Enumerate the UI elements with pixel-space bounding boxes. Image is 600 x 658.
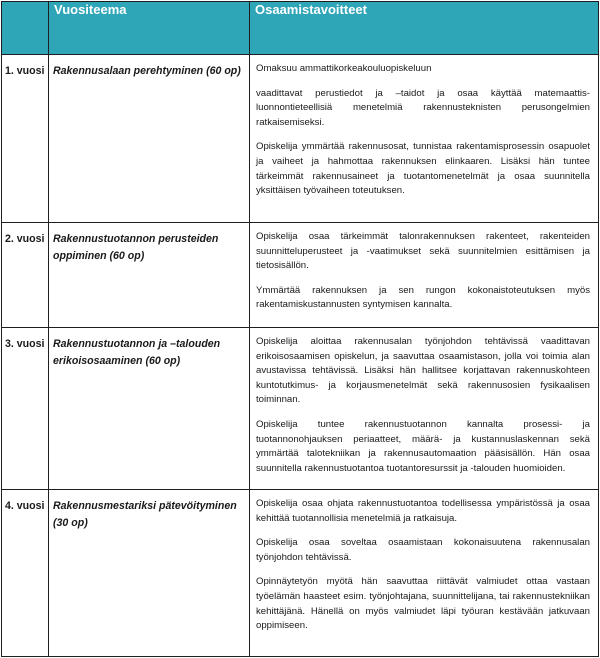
table-row: [2, 55, 599, 223]
theme-cell: Rakennusmestariksi pätevöityminen (30 op): [49, 490, 250, 657]
table-row: [2, 223, 599, 328]
year-cell: 4. vuosi: [2, 490, 49, 657]
goals-cell: [250, 490, 599, 657]
year-cell: 3. vuosi: [2, 328, 49, 490]
column-header-theme: Vuositeema: [49, 2, 250, 55]
goal-paragraph: vaadittavat perustiedot ja –taidot ja osaa käyttää matemaattis-luonnontieteellisiä menetelmiä rakennusteknisten perusongelmien ratkaisemiseksi.: [256, 87, 590, 128]
goal-paragraph: Opiskelija tuntee rakennustuotannon kannalta prosessi- ja tuotannonohjauksen periaatteet, määrä- ja kustannuslaskennan sekä ymmärtää talotekniikan ja rakennusautomaation pääsisällön. Hän osaa suunnitella rakennustuotantoa tuotantoresurssit ja -talouden huomioiden.: [256, 418, 590, 474]
goals-cell: [250, 328, 599, 490]
column-header-goals: Osaamistavoitteet: [250, 2, 599, 55]
year-cell: 1. vuosi: [2, 55, 49, 223]
goals-cell: [250, 223, 599, 328]
theme-cell: Rakennustuotannon ja –talouden erikoisosaaminen (60 op): [49, 328, 250, 490]
goal-paragraph: Opinnäytetyön myötä hän saavuttaa riittävät valmiudet ottaa vastaan työelämän haasteet esim. työnjohtajana, suunnittelijana, tai rakennustekniikan kehittäjänä. Hänellä on myös valmiudet läpi työuran kestävään jatkuvaan oppimiseen.: [256, 576, 590, 632]
column-header-year: [2, 2, 49, 55]
table-row: [2, 490, 599, 657]
goal-paragraph: Opiskelija aloittaa rakennusalan työnjohdon tehtävissä vaadittavan erikoisosaamisen opiskelun, ja saavuttaa osaamistason, jolla voi toimia alan avustavissa tehtävissä. Lisäksi hän hallitsee korjattavan rakennuskohteen kuntotutkimus- ja korjausmenetelmät sekä rakennusosien fysikaalisen toiminnan.: [256, 336, 590, 406]
goal-paragraph: Opiskelija osaa soveltaa osaamistaan kokonaisuutena rakennusalan työnjohdon tehtävissä.: [256, 537, 590, 563]
theme-cell: Rakennustuotannon perusteiden oppiminen (60 op): [49, 223, 250, 328]
goal-paragraph: Ymmärtää rakennuksen ja sen rungon kokonaistoteutuksen myös rakentamiskustannusten syntymisen kannalta.: [256, 284, 590, 311]
goal-paragraph: Opiskelija osaa ohjata rakennustuotantoa todellisessa ympäristössä ja osaa kehittää tuotannollisia menetelmiä ja ratkaisuja.: [256, 498, 590, 524]
goals-cell: [250, 55, 599, 223]
curriculum-table: [1, 1, 599, 657]
goal-paragraph: Opiskelija ymmärtää rakennusosat, tunnistaa rakentamisprosessin osapuolet ja vaiheet ja hahmottaa rakennuksen elinkaaren. Lisäksi hän tuntee tärkeimmät rakennusaineet ja tuotantomenetelmät ja osaa suunnitella yksittäisen työvaiheen toteutuksen.: [256, 141, 590, 197]
table-header-row: [2, 2, 599, 55]
year-cell: 2. vuosi: [2, 223, 49, 328]
table-row: [2, 328, 599, 490]
theme-cell: Rakennusalaan perehtyminen (60 op): [49, 55, 250, 223]
goal-paragraph: Omaksuu ammattikorkeakouluopiskeluun: [256, 63, 432, 74]
goal-paragraph: Opiskelija osaa tärkeimmät talonrakennuksen rakenteet, rakenteiden suunnitteluperusteet ja -vaatimukset sekä suunnitelmien esittämisen ja tietosisällön.: [256, 231, 590, 272]
